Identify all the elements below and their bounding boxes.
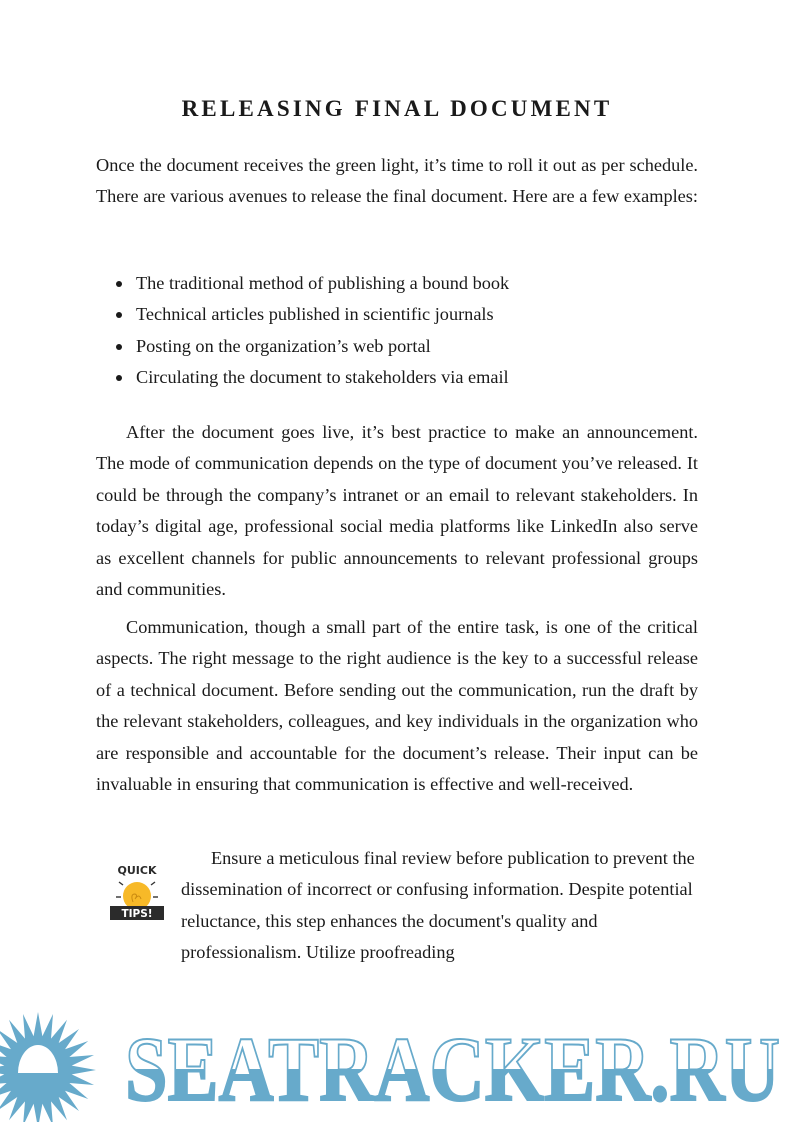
- release-avenues-list: [96, 268, 509, 394]
- list-item: Technical articles published in scientific journals: [136, 299, 509, 330]
- list-item: Posting on the organization’s web portal: [136, 331, 509, 362]
- intro-paragraph: Once the document receives the green light, it’s time to roll it out as per schedule. There are various avenues to release the final document. Here are a few examples:: [96, 155, 698, 207]
- announcement-paragraph: After the document goes live, it’s best practice to make an announcement. The mode of communication depends on the type of document you’ve released. It could be through the company’s intranet or an email to relevant stakeholders. In today’s digital age, professional social media platforms like LinkedIn also serve as excellent channels for public announcements to relevant professional groups and communities.: [96, 422, 698, 600]
- quick-tips-lightbulb-icon: [105, 862, 169, 926]
- quick-tips-text: Ensure a meticulous final review before publication to prevent the dissemination of incorrect or confusing information. Despite potential reluctance, this step enhances the document's quality and professionalism. Utilize proofreading: [181, 848, 695, 963]
- page-title: RELEASING FINAL DOCUMENT: [181, 96, 613, 121]
- list-item: The traditional method of publishing a bound book: [136, 268, 509, 299]
- sun-logo-icon: [0, 1012, 96, 1122]
- svg-text:TIPS!: TIPS!: [121, 908, 153, 920]
- seatracker-watermark: [0, 1000, 794, 1122]
- communication-paragraph: Communication, though a small part of the entire task, is one of the critical aspects. The right message to the right audience is the key to a successful release of a technical document. Before sending out the communication, run the draft by the relevant stakeholders, colleagues, and key individuals in the organization who are responsible and accountable for the document’s release. Their input can be invaluable in ensuring that communication is effective and well-received.: [96, 617, 698, 795]
- svg-text:SEATRACKER.RU: SEATRACKER.RU: [125, 1018, 780, 1120]
- svg-text:QUICK: QUICK: [117, 864, 157, 877]
- list-item: Circulating the document to stakeholders via email: [136, 362, 509, 393]
